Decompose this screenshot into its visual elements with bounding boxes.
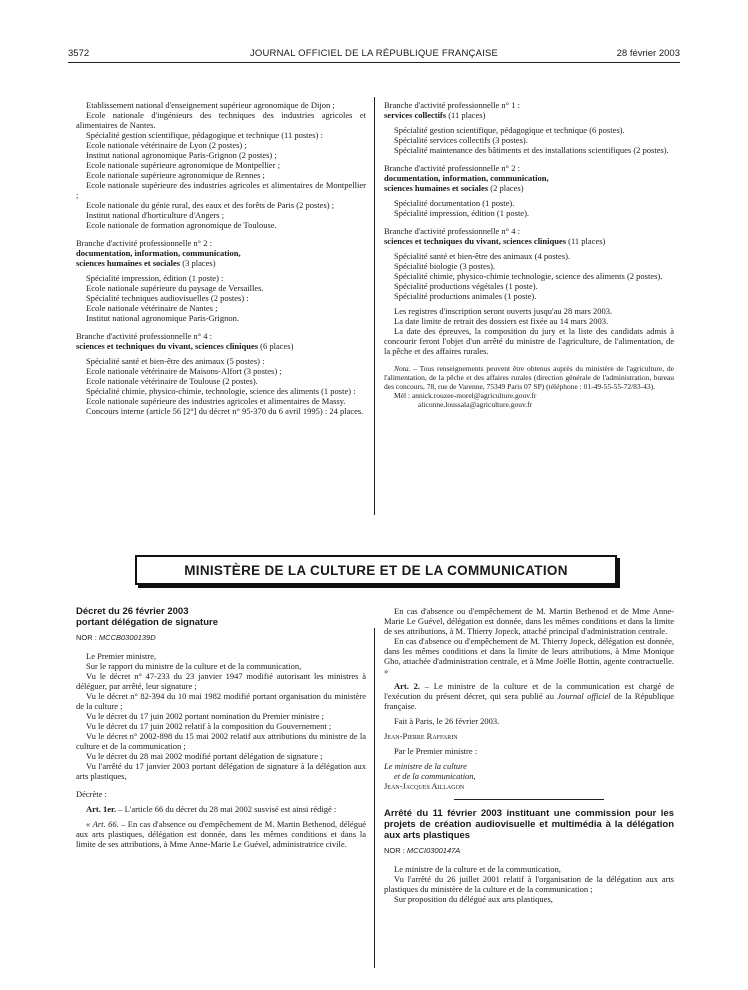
text-line: Ecole nationale d'ingénieurs des techniques des industries agricoles et alimentaires de Nantes. xyxy=(76,110,366,130)
decret-title: Décret du 26 février 2003 xyxy=(76,606,189,617)
minister-name: Jean-Jacques Aillagon xyxy=(384,781,465,791)
minister-title: Le ministre de la culture xyxy=(384,761,467,771)
issue-date: 28 février 2003 xyxy=(616,48,680,59)
email-line: aliconne.loussala@agriculture.gouv.fr xyxy=(418,400,533,409)
article-label: Art. 66. xyxy=(92,819,119,829)
branch-subheading: services collectifs xyxy=(384,110,447,120)
branch-count: (11 places) xyxy=(446,110,486,120)
decret-right-column xyxy=(384,606,674,904)
article-label: Art. 1er. xyxy=(86,804,117,814)
header-rule xyxy=(68,62,680,63)
list-item: Ecole nationale supérieure des industries agricoles et alimentaires de Massy. xyxy=(86,396,346,406)
list-item: Spécialité santé et bien-être des animaux (5 postes) : xyxy=(86,356,265,366)
decret-subtitle: portant délégation de signature xyxy=(76,617,218,628)
branch-subheading: sciences et techniques du vivant, sciences cliniques xyxy=(384,236,567,246)
list-item: Spécialité gestion scientifique, pédagogique et technique (6 postes). xyxy=(394,125,625,135)
branch-subheading: documentation, information, communication, xyxy=(384,173,549,183)
list-item: Concours interne (article 56 [2°] du décret n° 95-370 du 6 avril 1995) : 24 places. xyxy=(86,406,364,416)
branch-heading: Branche d'activité professionnelle n° 4 : xyxy=(384,226,520,236)
list-item: Spécialité maintenance des bâtiments et des installations scientifiques (2 postes). xyxy=(394,145,669,155)
decret-paragraph: En cas d'absence ou d'empêchement de M. Thierry Jopeck, délégation est donnée, dans les mêmes conditions et dans la limite de leurs attributions, à Mme Monique Gho, attachée d'administration centrale, et à Mme Joëlle Bottin, agente contractuelle. » xyxy=(384,636,674,676)
list-item: Ecole nationale supérieure du paysage de Versailles. xyxy=(86,283,264,293)
article-text: – En cas d'absence ou d'empêchement de M. Martin Bethenod, délégué aux arts plastiques, délégation est donnée, dans les mêmes conditions et dans la limite de ses attributions, à Mme Anne-Marie Le Guével, administratrice civile. xyxy=(76,819,366,849)
decret-left-column xyxy=(76,606,366,849)
branch-heading: Branche d'activité professionnelle n° 2 : xyxy=(384,163,520,173)
branch-count: (11 places) xyxy=(566,236,606,246)
quote-mark: « xyxy=(86,819,93,829)
list-item: Spécialité impression, édition (1 poste). xyxy=(394,208,530,218)
journal-officiel: Journal officiel xyxy=(557,691,611,701)
page-number: 3572 xyxy=(68,48,90,59)
branch-heading: Branche d'activité professionnelle n° 1 : xyxy=(384,100,520,110)
top-left-column xyxy=(76,100,366,416)
list-item: Ecole nationale vétérinaire de Nantes ; xyxy=(86,303,218,313)
nor-label: NOR : xyxy=(76,633,99,642)
decret-paragraph: Vu le décret du 17 juin 2002 relatif à la composition du Gouvernement ; xyxy=(86,721,332,731)
decrete-label: Décrète : xyxy=(76,789,107,799)
decret-paragraph: Vu le décret n° 47-233 du 23 janvier 1947 modifié autorisant les ministres à déléguer, par arrêté, leur signature ; xyxy=(76,671,366,691)
signer-name: Jean-Pierre Raffarin xyxy=(384,731,458,741)
list-item: Institut national agronomique Paris-Grignon. xyxy=(86,313,239,323)
decret-paragraph: Vu l'arrêté du 17 janvier 2003 portant délégation de signature à la délégation aux arts plastiques, xyxy=(76,761,366,781)
list-item: Ecole nationale du génie rural, des eaux et des forêts de Paris (2 postes) ; xyxy=(86,200,335,210)
journal-title: JOURNAL OFFICIEL DE LA RÉPUBLIQUE FRANÇAISE xyxy=(249,48,499,59)
text-line: Spécialité gestion scientifique, pédagogique et technique (11 postes) : xyxy=(86,130,323,140)
branch-heading: Branche d'activité professionnelle n° 2 : xyxy=(76,238,212,248)
decret-paragraph: Sur le rapport du ministre de la culture et de la communication, xyxy=(86,661,302,671)
decret-paragraph: Vu le décret du 28 mai 2002 modifié portant délégation de signature ; xyxy=(86,751,323,761)
branch-subheading: sciences humaines et sociales xyxy=(76,258,181,268)
list-item: Spécialité documentation (1 poste). xyxy=(394,198,515,208)
column-divider-bottom xyxy=(374,628,375,968)
branch-subheading: sciences humaines et sociales xyxy=(384,183,489,193)
note-text: – Tous renseignements peuvent être obtenus auprès du ministère de l'agriculture, de l'alimentation, de la pêche et des affaires rurales (direction générale de l'administration, bureau des concours, 78, rue de Varenne, 75349 Paris 07 SP) (téléphone : 01-49-55-55-72/83-43). xyxy=(384,364,674,391)
list-item: Spécialité techniques audiovisuelles (2 postes) : xyxy=(86,293,249,303)
branch-count: (6 places) xyxy=(258,341,294,351)
list-item: Spécialité services collectifs (3 postes). xyxy=(394,135,528,145)
column-divider-top xyxy=(374,97,375,515)
list-item: Spécialité santé et bien-être des animaux (4 postes). xyxy=(394,251,571,261)
list-item: Ecole nationale vétérinaire de Toulouse (2 postes). xyxy=(86,376,258,386)
list-item: Ecole nationale supérieure agronomique de Montpellier ; xyxy=(86,160,281,170)
branch-subheading: sciences et techniques du vivant, sciences cliniques xyxy=(76,341,259,351)
branch-count: (3 places) xyxy=(180,258,216,268)
list-item: Spécialité productions végétales (1 poste). xyxy=(394,281,538,291)
list-item: Ecole nationale supérieure agronomique de Rennes ; xyxy=(86,170,265,180)
list-item: Spécialité chimie, physico-chimie technologie, science des aliments (2 postes). xyxy=(394,271,663,281)
arrete-paragraph: Sur proposition du délégué aux arts plastiques, xyxy=(394,894,553,904)
ministry-banner xyxy=(135,555,617,585)
text-line: Les registres d'inscription seront ouverts jusqu'au 28 mars 2003. xyxy=(394,306,613,316)
top-right-column xyxy=(384,100,674,409)
list-item: Spécialité biologie (3 postes). xyxy=(394,261,496,271)
list-item: Spécialité impression, édition (1 poste) : xyxy=(86,273,224,283)
list-item: Ecole nationale vétérinaire de Lyon (2 postes) ; xyxy=(86,140,247,150)
branch-heading: Branche d'activité professionnelle n° 4 : xyxy=(76,331,212,341)
minister-title: et de la communication, xyxy=(394,771,476,781)
email-line: Mél : annick.rouzee-morel@agriculture.gouv.fr xyxy=(394,391,537,400)
decret-paragraph: Le Premier ministre, xyxy=(86,651,157,661)
text-line: La date limite de retrait des dossiers est fixée au 14 mars 2003. xyxy=(394,316,609,326)
article-label: Art. 2. xyxy=(394,681,421,691)
arrete-paragraph: Le ministre de la culture et de la communication, xyxy=(394,864,561,874)
branch-subheading: documentation, information, communication, xyxy=(76,248,241,258)
note-label: Nota. xyxy=(394,364,411,373)
arrete-paragraph: Vu l'arrêté du 26 juillet 2001 relatif à l'organisation de la délégation aux arts plastiques du ministère de la culture et de la communication ; xyxy=(384,874,674,894)
fait-a-paris: Fait à Paris, le 26 février 2003. xyxy=(394,716,500,726)
arrete-title: Arrêté du 11 février 2003 instituant une commission pour les projets de création audiovisuelle et multimédia à la délégation aux arts plastiques xyxy=(384,808,674,841)
par-le-premier-ministre: Par le Premier ministre : xyxy=(394,746,478,756)
nor-label: NOR : xyxy=(384,846,407,855)
list-item: Institut national d'horticulture d'Angers ; xyxy=(86,210,225,220)
list-item: Ecole nationale de formation agronomique de Toulouse. xyxy=(86,220,277,230)
page-header xyxy=(68,48,680,62)
nor-code: MCCI0300147A xyxy=(406,846,461,855)
list-item: Spécialité chimie, physico-chimie, technologie, science des aliments (1 poste) : xyxy=(86,386,356,396)
branch-count: (2 places) xyxy=(488,183,524,193)
text-line: La date des épreuves, la composition du jury et la liste des candidats admis à concourir feront l'objet d'un arrêté du ministre de l'agriculture, de l'alimentation, de la pêche et des affaires rurales. xyxy=(384,326,674,356)
ministry-title: MINISTÈRE DE LA CULTURE ET DE LA COMMUNICATION xyxy=(184,562,568,578)
decret-paragraph: Vu le décret du 17 juin 2002 portant nomination du Premier ministre ; xyxy=(86,711,324,721)
article-text: – L'article 66 du décret du 28 mai 2002 susvisé est ainsi rédigé : xyxy=(116,804,337,814)
article-text: de la République française. xyxy=(384,691,674,711)
text-line: Etablissement national d'enseignement supérieur agronomique de Dijon ; xyxy=(86,100,335,110)
decret-paragraph: Vu le décret n° 2002-898 du 15 mai 2002 relatif aux attributions du ministre de la culture et de la communication ; xyxy=(76,731,366,751)
nor-code: MCCB0300139D xyxy=(98,633,156,642)
list-item: Spécialité productions animales (1 poste). xyxy=(394,291,537,301)
list-item: Institut national agronomique Paris-Grignon (2 postes) ; xyxy=(86,150,277,160)
decret-paragraph: Vu le décret n° 82-394 du 10 mai 1982 modifié portant organisation du ministère de la culture ; xyxy=(76,691,366,711)
list-item: Ecole nationale vétérinaire de Maisons-Alfort (3 postes) ; xyxy=(86,366,282,376)
list-item: Ecole nationale supérieure des industries agricoles et alimentaires de Montpellier ; xyxy=(76,180,366,200)
article-text: – Le ministre de la culture et de la communication est chargé de l'exécution du présent décret, qui sera publié au xyxy=(384,681,674,701)
decret-paragraph: En cas d'absence ou d'empêchement de M. Martin Bethenod et de Mme Anne-Marie Le Guével, délégation est donnée, dans les mêmes conditions et dans la limite de ses attributions, à M. Thierry Jopeck, attaché principal d'administration centrale. xyxy=(384,606,674,636)
